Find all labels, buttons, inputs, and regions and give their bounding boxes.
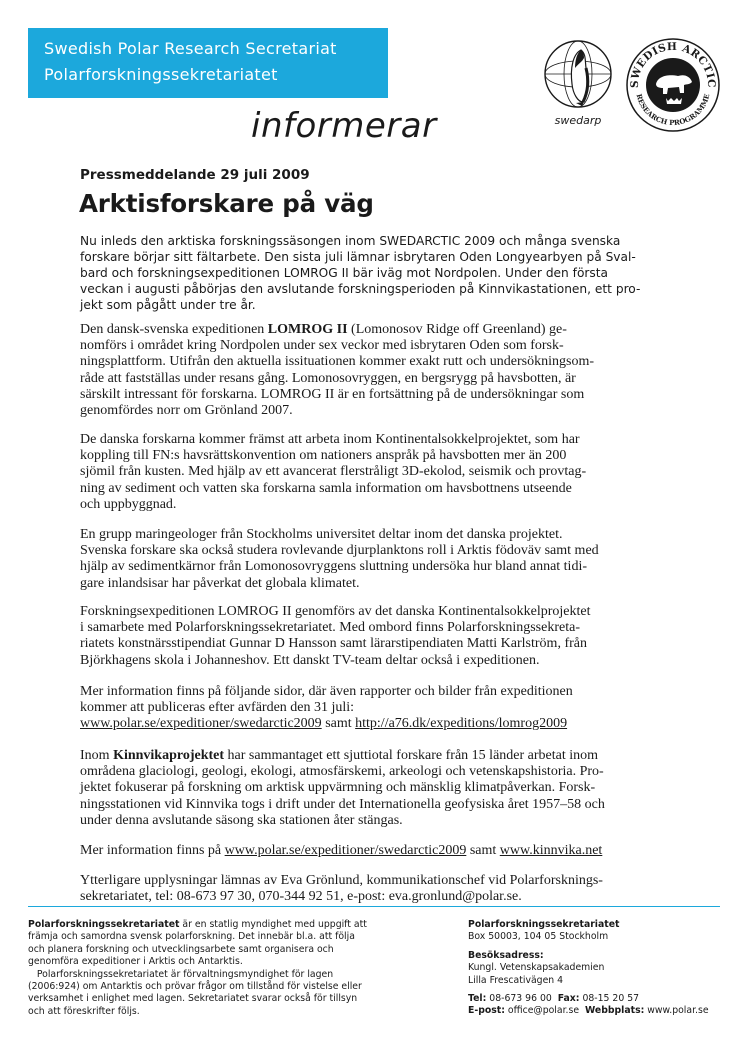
body-line: särskilt intressant för forskarna. LOMROG II är en fortsättning på de undersökningar som: [80, 386, 585, 402]
text: samt: [466, 843, 500, 858]
swedish-arctic-logo: [626, 38, 720, 132]
text: är en statlig myndighet med uppgift att: [179, 919, 367, 930]
footer-line: verksamhet i enlighet med lagen. Sekretariatet svarar också för tillsyn: [28, 993, 358, 1005]
body-line: riatets konstnärsstipendiat Gunnar D Hansson samt lärarstipendiaten Matti Karlström, från: [80, 636, 587, 652]
paragraph-lomrog: [80, 322, 680, 419]
lomrog-bold: LOMROG II: [267, 322, 348, 337]
footer-visit-label: Besöksadress:: [468, 949, 544, 961]
paragraph-expedition-partners: [80, 604, 680, 669]
footer-line: Polarforskningssekretariatet är förvaltningsmyndighet för lagen: [28, 968, 334, 980]
web-value[interactable]: www.polar.se: [644, 1005, 709, 1017]
text: Den dansk-svenska expeditionen: [80, 322, 268, 337]
lead-line: forskare börjar sitt fältarbete. Den sista juli lämnar isbrytaren Oden Longyearbyen på Sval-: [80, 250, 636, 264]
body-line: En grupp maringeologer från Stockholms universitet deltar inom det danska projektet.: [80, 527, 563, 542]
body-line: [80, 843, 680, 859]
footer-line: (2006:924) om Antarktis och prövar frågor om tillstånd för vistelse eller: [28, 981, 362, 993]
body-line: kommer att publiceras efter avfärden den 31 juli:: [80, 700, 355, 716]
body-line: Ytterligare upplysningar lämnas av Eva Grönlund, kommunikationschef vid Polarforsknings-: [80, 873, 603, 888]
body-line: [80, 322, 680, 338]
body-line: koppling till FN:s havsrättskonvention om nationers anspråk på havsbotten mer än 200: [80, 448, 567, 464]
footer-visit-line: Kungl. Vetenskapsakademien: [468, 962, 605, 974]
swedarp-logo: [540, 36, 616, 132]
footer-phone-line: [468, 993, 728, 1005]
text: (Lomonosov Ridge off Greenland) ge-: [347, 322, 567, 337]
banner-english-name: Swedish Polar Research Secretariat: [44, 39, 337, 58]
link-kinnvika[interactable]: www.kinnvika.net: [499, 843, 603, 858]
body-line: Forskningsexpeditionen LOMROG II genomförs av det danska Kontinentalsokkelprojektet: [80, 604, 591, 619]
paragraph-marine-geologists: [80, 527, 680, 592]
body-line: Svenska forskare ska också studera rovlevande djurplanktons roll i Arktis födoväv samt med: [80, 543, 599, 559]
tel-value: 08-673 96 00: [486, 993, 558, 1005]
paragraph-contact: [80, 873, 680, 905]
tel-label: Tel:: [468, 993, 487, 1005]
body-line: ning av sediment och vatten ska forskarna samla information om havsbottnens utseende: [80, 480, 572, 496]
headline: Arktisforskare på väg: [79, 189, 374, 218]
footer-contact: [468, 919, 728, 1018]
body-line: ningsplattform. Utifrån den aktuella issituationen kommer exakt rutt och undersökningsom-: [80, 354, 595, 370]
kinnvika-bold: Kinnvikaprojektet: [113, 748, 225, 763]
body-line: Mer information finns på följande sidor, där även rapporter och bilder från expeditionen: [80, 684, 573, 699]
footer-postal-address: Box 50003, 104 05 Stockholm: [468, 931, 609, 943]
body-line: hjälp av sedimentkärnor från Lomonosovryggens sluttning undersöka hur bland annat tidi-: [80, 559, 588, 575]
footer-org-name: Polarforskningssekretariatet: [468, 919, 620, 930]
body-line: De danska forskarna kommer främst att arbeta inom Kontinentalsokkelprojektet, som har: [80, 432, 580, 447]
email-label: E-post:: [468, 1005, 505, 1017]
footer-about: [28, 919, 408, 1018]
footer-line: och planera forskning och utvecklingsarbete samt organisera och: [28, 943, 334, 955]
body-line: [80, 748, 680, 764]
text: samt: [321, 716, 356, 732]
footer-email-line: [468, 1005, 728, 1017]
body-line: jektet fokuserar på forskning om arktisk uppvärmning och mänsklig klimatpåverkan. Forsk-: [80, 780, 596, 796]
paragraph-kinnvika: [80, 748, 680, 829]
paragraph-more-info: [80, 684, 680, 733]
body-line: råde att fastställas under resans gång. Lomonosovryggen, en bergsrygg på havsbotten, är: [80, 370, 576, 386]
footer-visit-line: Lilla Frescativägen 4: [468, 974, 564, 986]
link-lomrog2009[interactable]: http://a76.dk/expeditions/lomrog2009: [355, 716, 568, 732]
lead-paragraph: [80, 233, 670, 313]
lead-line: Nu inleds den arktiska forskningssäsongen inom SWEDARCTIC 2009 och många svenska: [80, 234, 621, 248]
banner-swedish-name: Polarforskningssekretariatet: [44, 65, 278, 84]
footer-line: [28, 919, 408, 931]
footer-line: och att föreskrifter följs.: [28, 1005, 140, 1017]
fax-label: Fax:: [557, 993, 580, 1005]
body-line: sjömil från kusten. Med hjälp av ett avancerat flerstråligt 3D-ekolod, seismik och provtag-: [80, 464, 587, 480]
text: Mer information finns på: [80, 843, 225, 858]
footer-line: genomföra expeditioner i Arktis och Antarktis.: [28, 956, 243, 968]
body-line: områdena glaciologi, geologi, ekologi, atmosfärskemi, arkeologi och vetenskapshistoria. Pro-: [80, 764, 604, 780]
arctic-logo-top-text: SWEDISH ARCTIC: [628, 40, 718, 89]
informerar-wordmark: informerar: [251, 106, 437, 146]
body-line: nomförs i området kring Nordpolen under sex veckor med isbrytaren Oden som forsk-: [80, 338, 564, 354]
press-release-date: Pressmeddelande 29 juli 2009: [80, 167, 310, 183]
arctic-logo-bottom-text: RESEARCH PROGRAMME: [634, 92, 712, 128]
body-line: under denna avslutande säsong ska stationen åter stängas.: [80, 812, 403, 828]
paragraph-more-info-kinnvika: [80, 843, 680, 859]
header-banner: [28, 28, 388, 98]
web-label: Webbplats:: [584, 1005, 645, 1017]
email-value[interactable]: office@polar.se: [504, 1005, 585, 1017]
text: har sammantaget ett sjuttiotal forskare från 15 länder arbetat inom: [224, 748, 599, 763]
lead-line: veckan i augusti påbörjas den avslutande forskningsperioden på Kinnvikastationen, ett pro-: [80, 282, 641, 296]
link-swedarctic2009[interactable]: www.polar.se/expeditioner/swedarctic2009: [80, 716, 322, 732]
body-line: Björkhagens skola i Johanneshov. Ett danskt TV-team deltar också i expeditionen.: [80, 652, 540, 668]
paragraph-danish-researchers: [80, 432, 680, 513]
lead-line: jekt som pågått under tre år.: [80, 298, 256, 312]
text: Inom: [80, 748, 114, 763]
footer-divider: [28, 906, 720, 907]
footer-org-bold: Polarforskningssekretariatet: [28, 919, 180, 930]
body-line: och uppbyggnad.: [80, 496, 177, 512]
body-line: [80, 716, 680, 732]
body-line: ningsstationen vid Kinnvika togs i drift under det Internationella geofysiska året 1957–58 och: [80, 796, 605, 812]
footer-line: främja och samordna svensk polarforskning. Det innebär bl.a. att följa: [28, 931, 355, 943]
fax-value: 08-15 20 57: [579, 993, 640, 1005]
body-line: gare inlandsisar har påverkat det globala klimatet.: [80, 575, 360, 591]
link-swedarctic2009[interactable]: www.polar.se/expeditioner/swedarctic2009: [224, 843, 467, 858]
body-line: i samarbete med Polarforskningssekretariatet. Med ombord finns Polarforskningssekreta-: [80, 620, 580, 636]
swedarp-logo-text: swedarp: [554, 114, 602, 127]
lead-line: bard och forskningsexpeditionen LOMROG II bär iväg mot Nordpolen. Under den första: [80, 266, 609, 280]
body-line: genomfördes norr om Grönland 2007.: [80, 403, 293, 419]
body-line: sekretariatet, tel: 08-673 97 30, 070-344 92 51, e-post: eva.gronlund@polar.se.: [80, 889, 522, 905]
